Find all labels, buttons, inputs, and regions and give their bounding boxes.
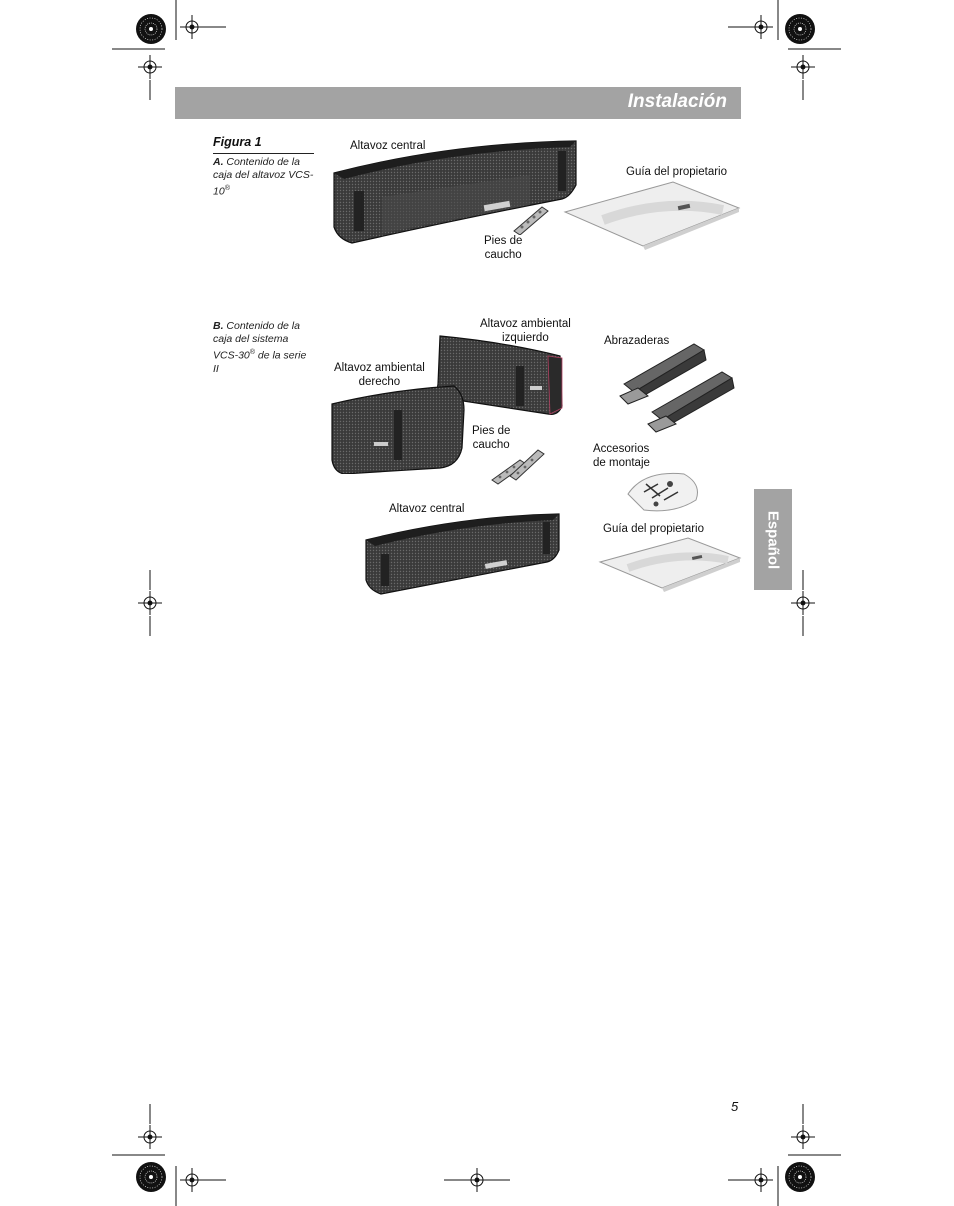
caption-b	[213, 320, 315, 376]
label-b-center-speaker: Altavoz central	[389, 503, 465, 515]
caption-b-sup: ®	[249, 349, 255, 356]
figure-title: Figura 1	[213, 135, 314, 154]
label-b-left-surround-line-1: Altavoz ambiental	[480, 318, 571, 330]
owners-guide-illustration-b	[598, 536, 743, 592]
label-b-brackets: Abrazaderas	[604, 335, 670, 347]
label-a-rubber-feet	[484, 234, 522, 262]
label-a-rubber-feet-line-1: Pies de	[484, 235, 523, 247]
rubber-feet-illustration-b	[490, 446, 550, 486]
center-speaker-illustration-b	[363, 510, 563, 595]
language-tab-label: Español	[764, 510, 782, 569]
section-title: Instalación	[627, 91, 727, 112]
caption-a-letter: A.	[213, 156, 224, 168]
right-surround-speaker-illustration	[330, 384, 470, 474]
caption-b-text-1: Contenido de la caja del sistema VCS-30	[213, 320, 300, 362]
label-b-owners-guide: Guía del propietario	[603, 523, 705, 535]
label-b-rubber-feet-line-2: caucho	[472, 439, 510, 451]
label-b-right-surround	[334, 361, 425, 389]
caption-a-sup: ®	[224, 185, 230, 192]
label-b-rubber-feet-line-1: Pies de	[472, 425, 511, 437]
label-a-owners-guide: Guía del propietario	[626, 166, 728, 178]
brackets-illustration	[618, 338, 743, 433]
language-tab	[754, 489, 792, 590]
label-b-mounting	[593, 442, 650, 470]
label-b-rubber-feet	[472, 424, 510, 452]
caption-a	[213, 156, 315, 199]
label-b-right-surround-line-1: Altavoz ambiental	[334, 362, 425, 374]
caption-b-letter: B.	[213, 320, 224, 332]
label-a-center-speaker: Altavoz central	[350, 140, 426, 152]
label-b-left-surround	[480, 317, 571, 345]
rubber-feet-illustration-a	[512, 205, 552, 235]
owners-guide-illustration-a	[563, 180, 743, 250]
label-b-left-surround-line-2: izquierdo	[502, 332, 549, 344]
caption-a-text: Contenido de la caja del altavoz VCS-10	[213, 156, 314, 198]
section-header	[175, 87, 741, 119]
label-b-right-surround-line-2: derecho	[358, 376, 401, 388]
caption-b-text-2: de la serie II	[213, 349, 307, 375]
label-b-mounting-line-2: de montaje	[593, 457, 650, 469]
mounting-hardware-illustration	[624, 466, 704, 516]
page-number: 5	[731, 1099, 739, 1114]
label-a-rubber-feet-line-2: caucho	[484, 249, 522, 261]
label-b-mounting-line-1: Accesorios	[593, 443, 650, 455]
